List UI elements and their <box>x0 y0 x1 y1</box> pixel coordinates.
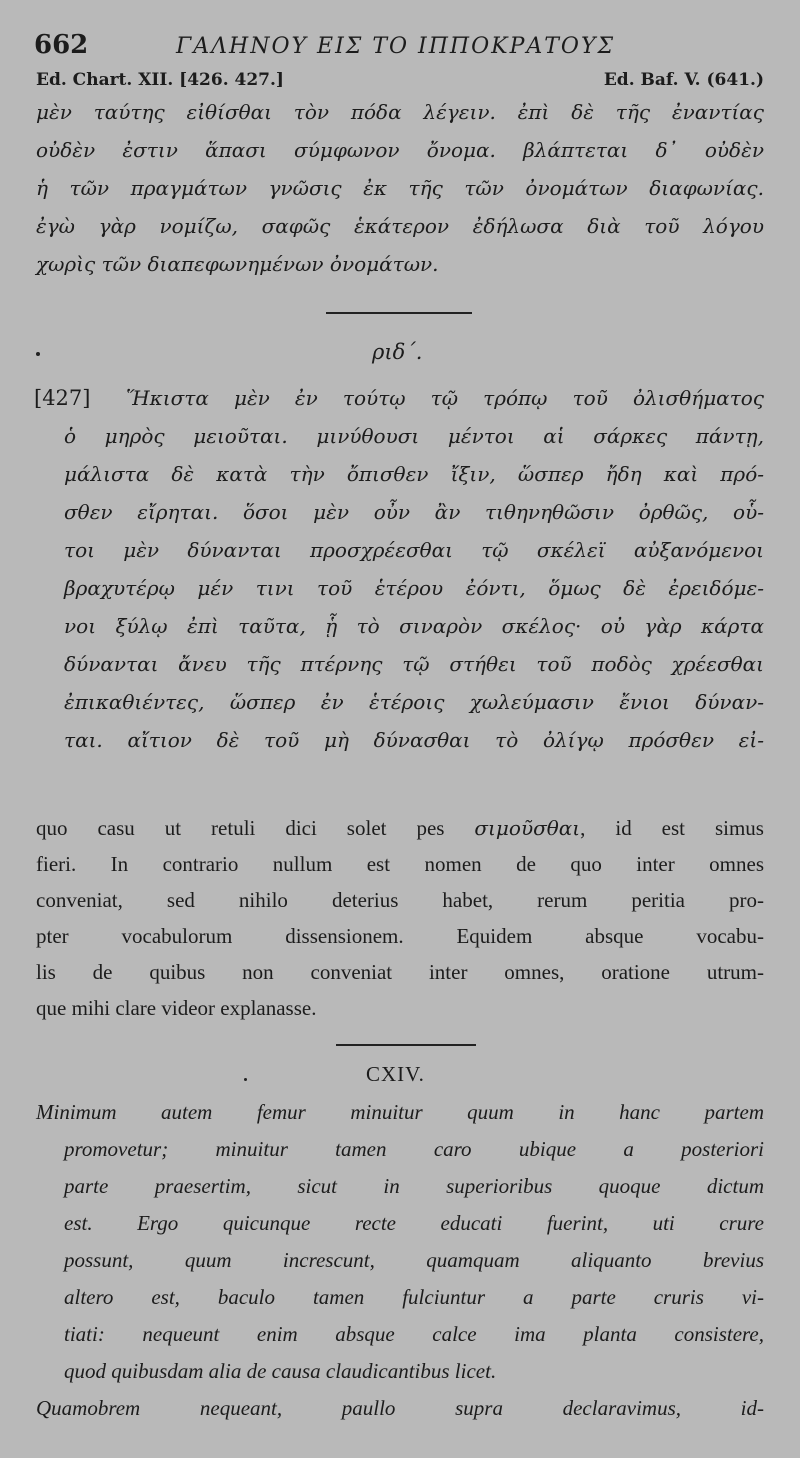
greek-top-line: μὲν ταύτης εἰθίσθαι τὸν πόδα λέγειν. ἐπὶ δὲ τῆς ἐναντίας <box>36 100 764 124</box>
greek-top-line: ἡ τῶν πραγμάτων γνῶσις ἐκ τῆς τῶν ὀνομάτων διαφωνίας. <box>36 176 764 200</box>
latin-top-line: fieri. In contrario nullum est nomen de quo inter omnes <box>36 852 764 876</box>
latin-section-line: parte praesertim, sicut in superioribus quoque dictum <box>64 1174 764 1198</box>
page-marker: [427] <box>34 386 91 410</box>
latin-section-line: est. Ergo quicunque recte educati fuerint, uti crure <box>64 1211 764 1235</box>
greek-section-line: σθεν εἴρηται. ὅσοι μὲν οὖν ἂν τιθηνηθῶσιν ὀρθῶς, οὗ- <box>64 500 764 524</box>
latin-top-line: lis de quibus non conveniat inter omnes, oratione utrum- <box>36 960 764 984</box>
latin-section-line: promovetur; minuitur tamen caro ubique a posteriori <box>64 1137 764 1161</box>
greek-section-line: ὁ μηρὸς μειοῦται. μινύθουσι μέντοι αἱ σάρκες πάντῃ, <box>64 424 764 448</box>
greek-section-line: ται. αἴτιον δὲ τοῦ μὴ δύνασθαι τὸ ὀλίγῳ πρόσθεν εἰ- <box>64 728 764 752</box>
edition-reference <box>36 70 764 96</box>
latin-section-line: quod quibusdam alia de causa claudicantibus licet. <box>64 1359 497 1383</box>
greek-section-line: νοι ξύλῳ ἐπὶ ταῦτα, ᾗ τὸ σιναρὸν σκέλος· οὐ γὰρ κάρτα <box>64 614 764 638</box>
greek-term: σιμοῦσθαι <box>474 816 581 840</box>
latin-section-line: possunt, quum increscunt, quamquam aliquanto brevius <box>64 1248 764 1272</box>
margin-dot <box>36 352 40 356</box>
greek-section-line: ἐπικαθιέντες, ὥσπερ ἐν ἑτέροις χωλεύμασιν ἔνιοι δύναν- <box>64 690 764 714</box>
latin-top-line: pter vocabulorum dissensionem. Equidem absque vocabu- <box>36 924 764 948</box>
latin-section-line: tiati: nequeunt enim absque calce ima planta consistere, <box>64 1322 764 1346</box>
greek-section-line: μάλιστα δὲ κατὰ τὴν ὄπισθεν ἴξιν, ὥσπερ ἤδη καὶ πρό- <box>64 462 764 486</box>
greek-section-line: δύνανται ἄνευ τῆς πτέρνης τῷ στήθει τοῦ ποδὸς χρέεσθαι <box>64 652 764 676</box>
latin-section-number: CXIV. <box>366 1062 425 1086</box>
latin-section-line: Minimum autem femur minuitur quum in hanc partem <box>36 1100 764 1124</box>
running-title: ΓΑΛΗΝΟΥ ΕΙΣ ΤΟ ΙΠΠΟΚΡΑΤΟΥΣ <box>176 34 616 59</box>
margin-dot <box>244 1078 247 1081</box>
latin-top-line: conveniat, sed nihilo deterius habet, rerum peritia pro- <box>36 888 764 912</box>
page-header <box>34 30 734 64</box>
greek-top-line: χωρὶς τῶν διαπεφωνημένων ὀνομάτων. <box>36 252 439 276</box>
edition-right: Ed. Baf. V. (641.) <box>603 70 764 90</box>
latin-text: quo casu ut retuli dici solet pes <box>36 816 475 840</box>
latin-section-line: Quamobrem nequeant, paullo supra declaravimus, id- <box>36 1396 764 1420</box>
page-number: 662 <box>34 30 89 60</box>
latin-top-line <box>36 816 764 841</box>
greek-section-line: τοι μὲν δύνανται προσχρέεσθαι τῷ σκέλεϊ αὐξανόμενοι <box>64 538 764 562</box>
greek-top-line: ἐγὼ γὰρ νομίζω, σαφῶς ἑκάτερον ἐδήλωσα διὰ τοῦ λόγου <box>36 214 764 238</box>
section-divider <box>326 312 472 314</box>
greek-section-number: ριδ΄. <box>372 340 423 364</box>
latin-text: , id est simus <box>580 816 764 840</box>
greek-section-line: βραχυτέρῳ μέν τινι τοῦ ἑτέρου ἐόντι, ὅμως δὲ ἐρειδόμε- <box>64 576 764 600</box>
edition-left: Ed. Chart. XII. [426. 427.] <box>36 70 284 90</box>
latin-top-line: que mihi clare videor explanasse. <box>36 996 317 1020</box>
latin-section-line: altero est, baculo tamen fulciuntur a parte cruris vi- <box>64 1285 764 1309</box>
greek-section-line: Ἥκιστα μὲν ἐν τούτῳ τῷ τρόπῳ τοῦ ὀλισθήματος <box>126 386 764 410</box>
section-divider <box>336 1044 476 1046</box>
greek-top-line: οὐδὲν ἐστιν ἅπασι σύμφωνον ὄνομα. βλάπτεται δ᾿ οὐδὲν <box>36 138 764 162</box>
